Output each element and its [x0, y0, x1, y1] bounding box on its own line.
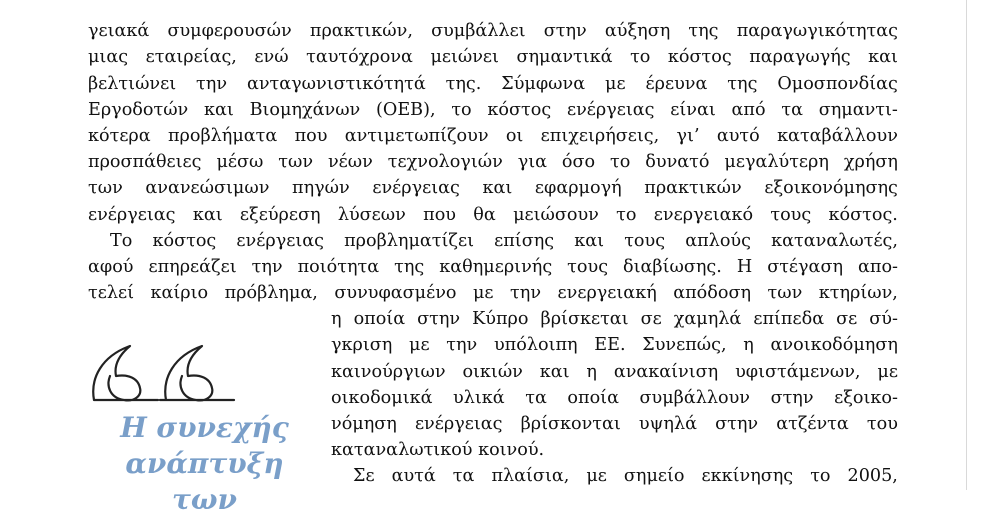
word: συμβάλλουν [639, 387, 750, 408]
word: προβλήματα [167, 125, 278, 146]
word: απόδοση [673, 283, 751, 304]
word: την [196, 73, 228, 94]
word: διαβίωσης. [623, 256, 722, 277]
word: κτηρίων, [818, 283, 898, 304]
word: Σύμφωνα [501, 73, 586, 94]
word: των [767, 283, 803, 304]
word: επιχειρήσεις, [540, 125, 660, 146]
word: ποιότητα [297, 256, 380, 277]
text-line [88, 149, 898, 175]
word: το [451, 99, 472, 120]
word: εξοικο- [834, 387, 898, 408]
text-line [88, 202, 898, 228]
word: και [868, 47, 898, 68]
word: Συνεπώς, [642, 335, 727, 356]
word: σε [836, 309, 858, 330]
word: σημαντι- [818, 99, 898, 120]
word: ενέργειας [88, 204, 176, 225]
word: πρακτικών, [309, 21, 413, 42]
word: ανταγωνιστικότητά [246, 73, 426, 94]
word: έρευνα [645, 73, 708, 94]
word: κότερα [88, 125, 151, 146]
word: στέγαση [767, 256, 843, 277]
word: τους [567, 256, 609, 277]
word: υφιστάμενων, [735, 361, 861, 382]
word: βελτιώνει [88, 73, 177, 94]
word: γκριση [331, 335, 393, 356]
word: και [204, 99, 234, 120]
word: εξοικονόμησης [764, 178, 898, 199]
word: η [331, 309, 342, 330]
word: τους [624, 230, 666, 251]
word: ταυτόχρονα [306, 47, 413, 68]
word: της [394, 256, 425, 277]
word: του [866, 414, 898, 434]
word: καίριο [150, 283, 209, 304]
word: οικοδομικά [331, 387, 433, 408]
word: εταιρείας, [145, 47, 237, 68]
text-line [88, 123, 898, 149]
page-edge-line [966, 0, 967, 490]
word: αύξηση [604, 21, 671, 42]
word: σε [640, 309, 662, 330]
word: όσο [561, 152, 596, 173]
word: στην [417, 309, 461, 330]
word: υπόλοιπη [493, 335, 578, 356]
word: της. [445, 73, 482, 94]
word: την [251, 256, 283, 277]
word: μέσω [216, 152, 264, 173]
word: η [586, 361, 597, 382]
word: αφού [88, 256, 134, 277]
word: τους [770, 204, 812, 225]
word: τα [781, 99, 803, 120]
word: πηγών [292, 178, 350, 199]
text-line [88, 44, 898, 70]
word: καθημερινής [439, 256, 553, 277]
word: θα [473, 204, 496, 225]
word: 2005, [847, 466, 898, 487]
word: πλαίσια, [491, 466, 570, 487]
word: από [731, 99, 766, 120]
word: την [510, 283, 542, 304]
word: το [810, 466, 831, 487]
word: οικιών [462, 361, 523, 382]
word: βρίσκονται [520, 414, 621, 434]
word: καινούργιων [331, 361, 446, 382]
word: ατζέντα [776, 414, 849, 434]
word: συμβάλλει [431, 21, 526, 42]
word: Κύπρο [472, 309, 529, 330]
text-line [331, 385, 898, 411]
text-line [88, 175, 898, 201]
word: ενεργειακή [557, 283, 657, 304]
word: ενέργειας [372, 178, 460, 199]
word: επίπεδα [753, 309, 825, 330]
word: και [574, 230, 605, 251]
word: και [482, 178, 513, 199]
word: ΕΕ. [594, 335, 626, 356]
word: Εργοδοτών [88, 99, 189, 120]
word: επίσης [494, 230, 555, 251]
word: τεχνολογιών [387, 152, 503, 173]
word: και [192, 204, 223, 225]
word: γι’ [676, 125, 700, 146]
word: κόστος [667, 47, 732, 68]
word: και [539, 361, 570, 382]
word: των [88, 178, 123, 199]
word: εξεύρεση [239, 204, 321, 225]
pull-quote-line: ανάπτυξη των [125, 447, 284, 516]
word: δυνατό [645, 152, 710, 173]
word: πρόβλημα, [224, 283, 318, 304]
word: τα [452, 466, 475, 487]
word: μεγαλύτερη [724, 152, 829, 173]
text-line [331, 463, 898, 489]
word: οποία [353, 309, 406, 330]
word: στην [543, 21, 587, 42]
word: σημείο [623, 466, 685, 487]
word: ανοικοδόμηση [770, 335, 898, 356]
word: με [605, 73, 626, 94]
word: νόμηση [331, 414, 397, 434]
word: κόστος. [828, 204, 898, 225]
word: των [278, 152, 314, 173]
word: γειακά [88, 21, 150, 42]
word: η [743, 335, 754, 356]
word: ανακαίνιση [613, 361, 719, 382]
word: που [423, 204, 456, 225]
word: ενώ [254, 47, 289, 68]
word: ενεργειακό [653, 204, 754, 225]
word: με [409, 335, 430, 356]
word: ενέργειας [566, 99, 655, 120]
text-line [331, 306, 898, 332]
word: υλικά [453, 387, 505, 408]
text-line [88, 254, 898, 280]
quotation-mark-icon [88, 338, 238, 408]
word: (ΟΕΒ), [376, 99, 436, 120]
word: προσπάθειες [88, 152, 202, 173]
word: το [616, 204, 637, 225]
word: ανανεώσιμων [145, 178, 270, 199]
word: Το [110, 230, 133, 251]
word: με [586, 466, 607, 487]
word: τελεί [88, 283, 135, 304]
word: της [727, 73, 758, 94]
word: συμφερουσών [167, 21, 292, 42]
word: Ομοσπονδίας [777, 73, 898, 94]
word: με [877, 361, 898, 382]
word: κόστος [487, 99, 552, 120]
text-line: καταναλωτικού κοινού. [331, 440, 545, 461]
word: Βιομηχάνων [249, 99, 361, 120]
word: ενέργειας [236, 230, 324, 251]
word: ενέργειας [414, 414, 503, 434]
word: Η [736, 256, 753, 277]
word: είναι [670, 99, 716, 120]
text-line [331, 359, 898, 385]
text-line [88, 18, 898, 44]
pull-quote [92, 410, 317, 518]
word: σύ- [869, 309, 898, 330]
text-line [88, 97, 898, 123]
word: καταβάλλουν [777, 125, 898, 146]
word: μειώσουν [513, 204, 599, 225]
word: αντιμετωπίζουν [344, 125, 489, 146]
word: σημαντικά [516, 47, 613, 68]
word: οποία [567, 387, 619, 408]
word: επηρεάζει [148, 256, 237, 277]
word: χαμηλά [673, 309, 742, 330]
word: βρίσκεται [540, 309, 629, 330]
word: εφαρμογή [534, 178, 622, 199]
pull-quote-line: Η συνεχής [120, 411, 289, 444]
word: υψηλά [638, 414, 697, 434]
word: παραγωγικότητας [736, 21, 898, 42]
word: παραγωγής [749, 47, 851, 68]
word: αυτά [391, 466, 436, 487]
text-line [331, 411, 898, 437]
word: λύσεων [337, 204, 406, 225]
word: μιας [88, 47, 129, 68]
word: απλούς [685, 230, 751, 251]
word: κόστος [152, 230, 217, 251]
text-line [88, 280, 898, 306]
text-line [88, 228, 898, 254]
word: πρακτικών [644, 178, 742, 199]
word: οι [505, 125, 524, 146]
word: της [688, 21, 719, 42]
word: για [517, 152, 547, 173]
word: νέων [327, 152, 373, 173]
word: με [473, 283, 494, 304]
word: συνυφασμένο [334, 283, 457, 304]
word: το [610, 152, 631, 173]
page-margin [918, 0, 993, 490]
word: αυτό [716, 125, 760, 146]
word: προβληματίζει [344, 230, 474, 251]
word: Σε [353, 466, 375, 487]
word: καταναλωτές, [771, 230, 898, 251]
word: στην [715, 414, 759, 434]
text-line [88, 71, 898, 97]
word: τα [525, 387, 547, 408]
word: εκκίνησης [701, 466, 794, 487]
text-line [331, 332, 898, 358]
word: μειώνει [430, 47, 499, 68]
word: χρήση [843, 152, 898, 173]
word: την [446, 335, 478, 356]
word: το [630, 47, 651, 68]
word: στην [770, 387, 814, 408]
word: που [294, 125, 328, 146]
word: απο- [858, 256, 898, 277]
